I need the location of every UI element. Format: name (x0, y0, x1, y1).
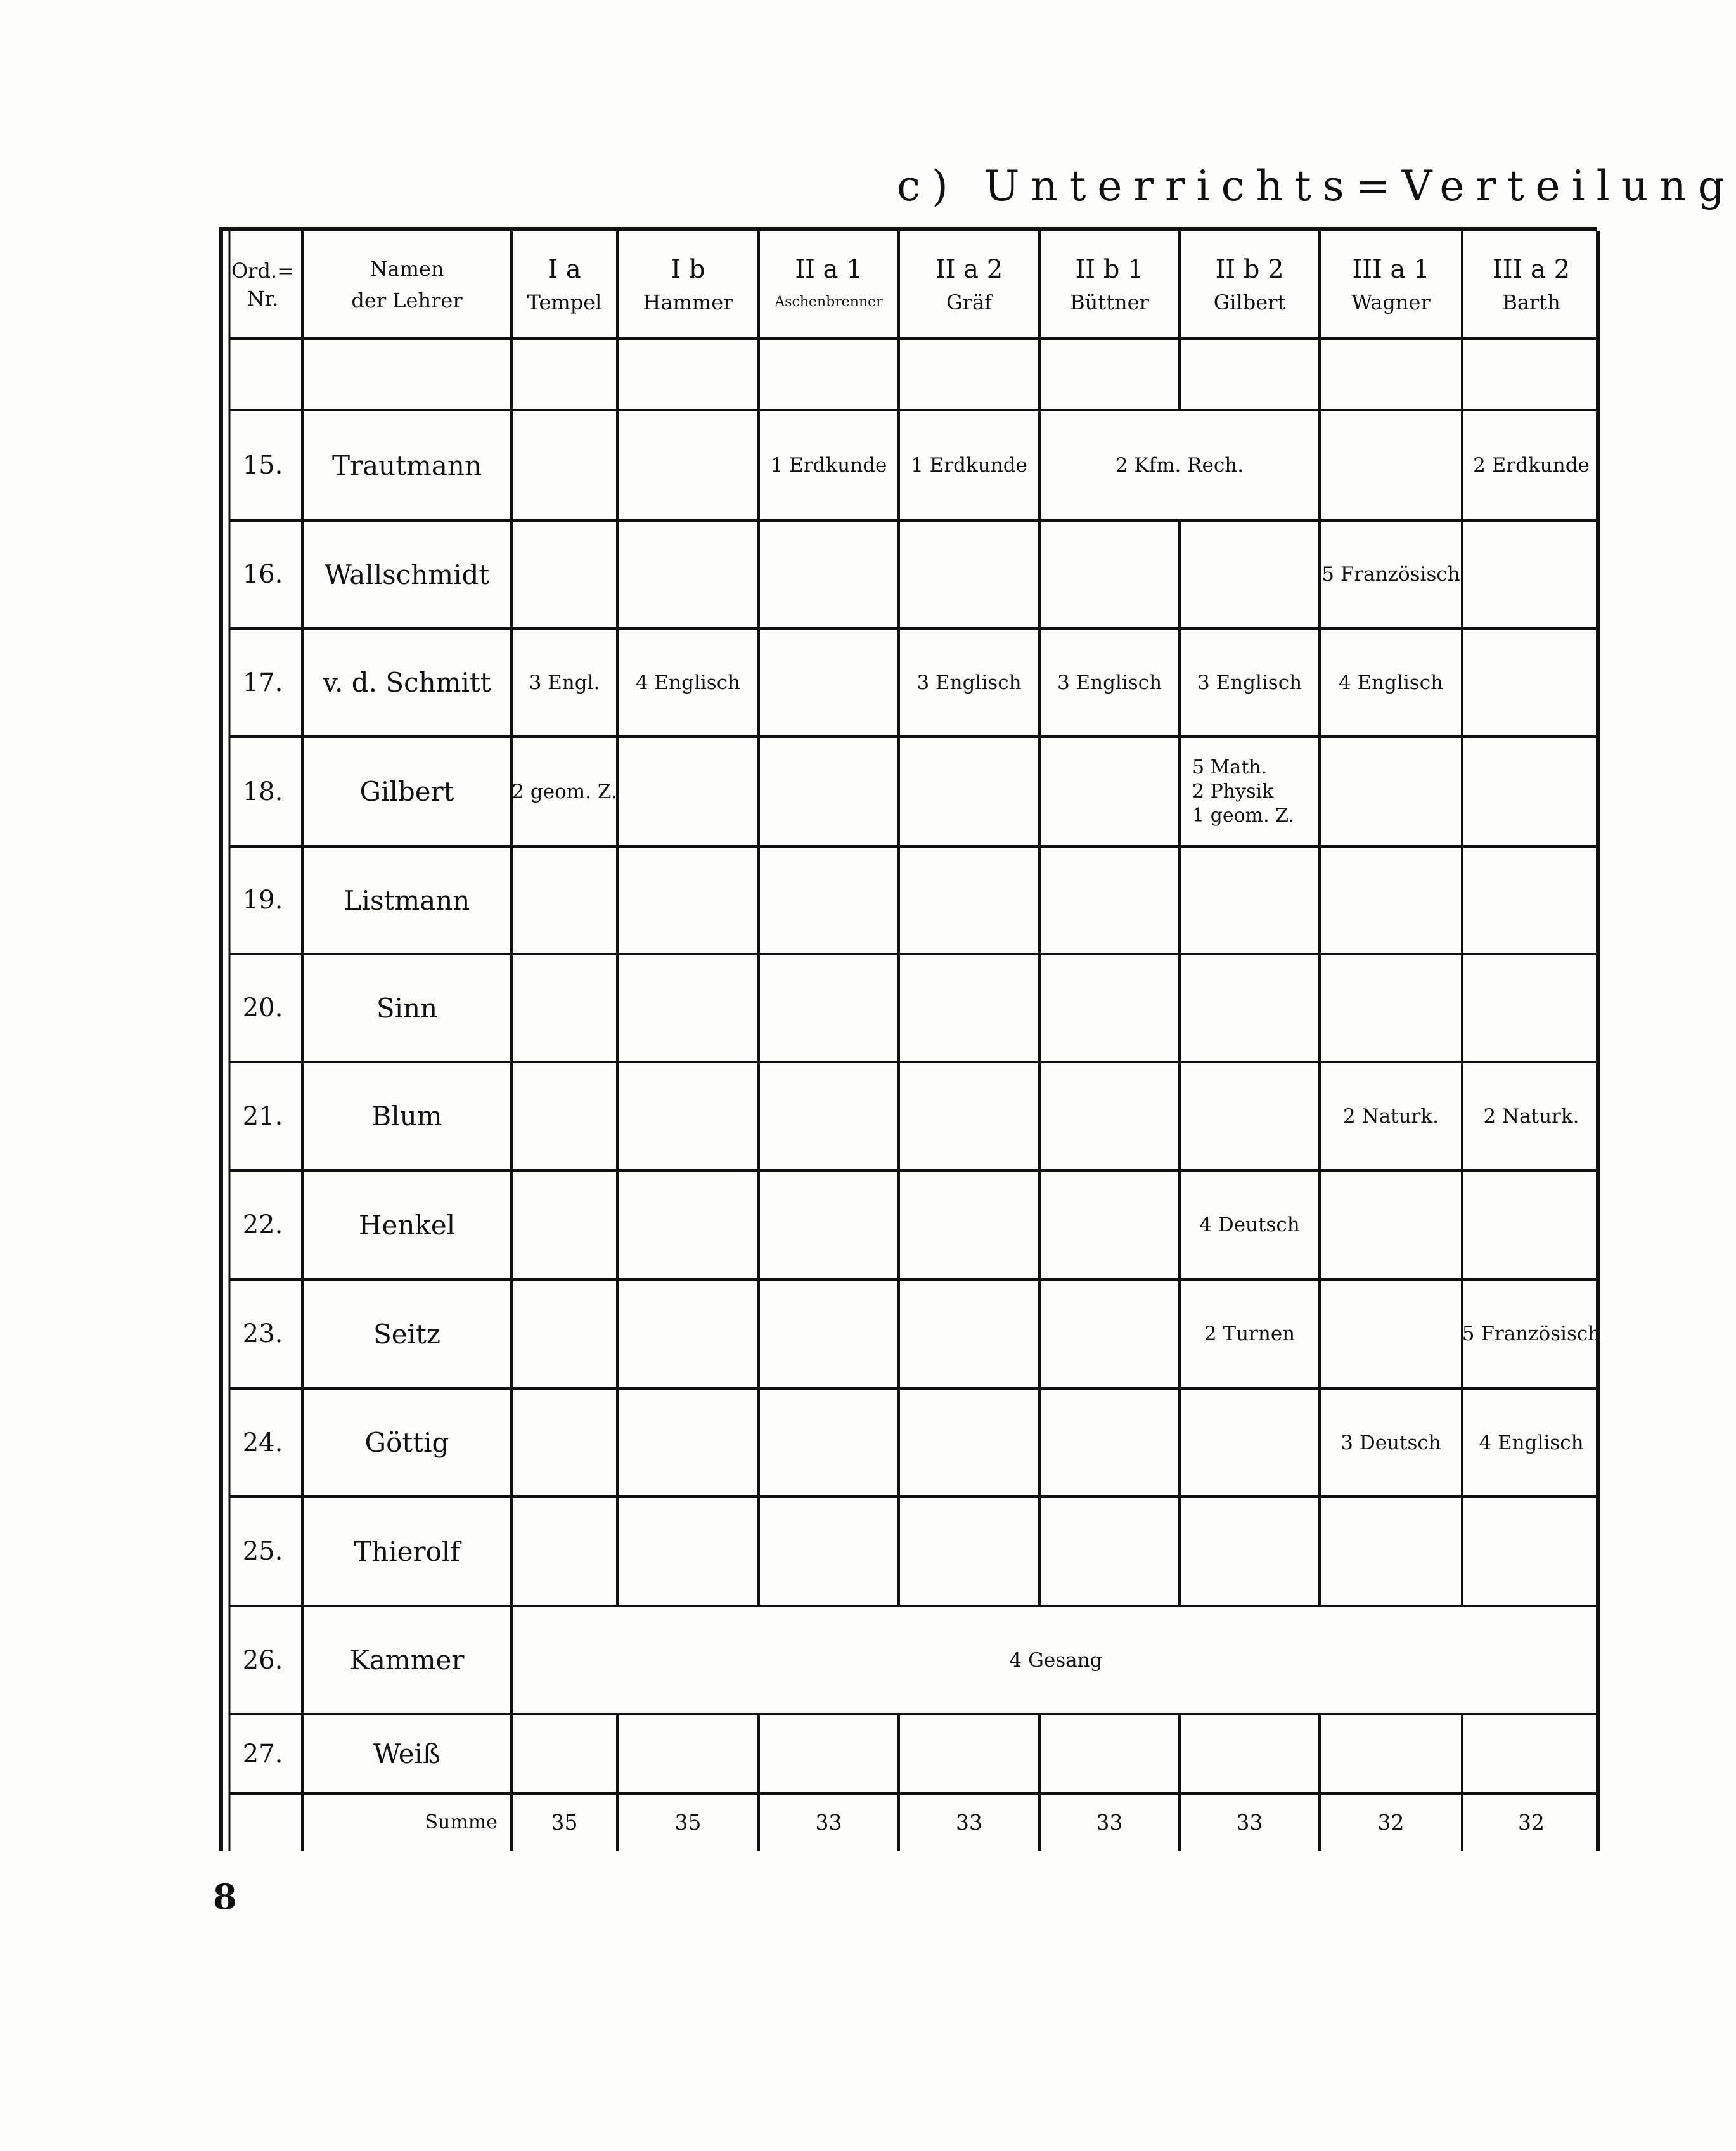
class-teacher: Barth (1502, 290, 1560, 314)
assignment-cell: 4 Englisch (635, 671, 741, 694)
row-number: 17. (242, 668, 283, 697)
assignment-cell: 4 Englisch (1479, 1431, 1584, 1454)
class-roman: II a 1 (795, 255, 863, 284)
sum-value: 35 (551, 1810, 578, 1835)
teacher-name: Kammer (349, 1644, 465, 1676)
row-number: 26. (242, 1645, 283, 1675)
assignment-cell: 3 Englisch (916, 671, 1022, 694)
class-teacher: Gilbert (1213, 290, 1286, 314)
assignment-cell: 3 Englisch (1057, 671, 1162, 694)
teacher-name: Weiß (373, 1738, 441, 1769)
row-number: 22. (242, 1210, 283, 1239)
header-name-line2: der Lehrer (351, 288, 463, 313)
teacher-name: v. d. Schmitt (323, 667, 491, 698)
class-header (511, 231, 617, 339)
row-number: 18. (242, 777, 283, 806)
assignment-cell: 3 Deutsch (1341, 1431, 1441, 1454)
distribution-table (219, 231, 1600, 1851)
teacher-name: Göttig (364, 1427, 449, 1458)
header-name-line1: Namen (370, 257, 444, 281)
assignment-cell: 4 Gesang (1009, 1648, 1103, 1672)
teacher-name: Trautmann (331, 449, 482, 481)
assignment-cell: 1 Erdkunde (770, 454, 887, 477)
assignment-cell: 4 Deutsch (1199, 1213, 1300, 1236)
row-number: 25. (242, 1537, 283, 1566)
teacher-name: Gilbert (359, 776, 454, 807)
class-roman: III a 1 (1352, 255, 1430, 284)
assignment-cell: 3 Englisch (1197, 671, 1302, 694)
sum-value: 33 (1236, 1810, 1263, 1835)
class-header (1180, 231, 1320, 339)
row-number: 19. (242, 886, 283, 915)
assignment-line: 5 Math. (1192, 756, 1268, 778)
row-number: 27. (242, 1739, 283, 1769)
class-roman: I b (671, 255, 705, 284)
class-header (759, 231, 899, 339)
header-ord-nr (223, 231, 302, 339)
assignment-line: 1 geom. Z. (1192, 804, 1295, 827)
class-teacher: Büttner (1070, 290, 1149, 314)
page-number: 8 (213, 1876, 237, 1917)
teacher-name: Henkel (358, 1209, 456, 1241)
class-teacher: Wagner (1351, 290, 1431, 314)
class-header (899, 231, 1039, 339)
assignment-cell: 3 Engl. (529, 671, 600, 694)
sum-value: 33 (1096, 1810, 1123, 1835)
class-teacher: Hammer (643, 290, 733, 314)
header-ord-line1: Ord.= (231, 259, 294, 283)
assignment-line: 2 Physik (1192, 780, 1274, 803)
class-roman: I a (548, 255, 581, 284)
assignment-cell-multi (1180, 737, 1320, 846)
teacher-name: Thierolf (354, 1535, 460, 1567)
row-number: 23. (242, 1319, 283, 1348)
class-roman: II b 1 (1075, 255, 1144, 284)
row-number: 21. (242, 1101, 283, 1131)
sum-value: 32 (1518, 1810, 1545, 1835)
class-header (1462, 231, 1600, 339)
sum-value: 33 (815, 1810, 842, 1835)
header-names (302, 231, 511, 339)
assignment-cell: 4 Englisch (1338, 671, 1444, 694)
class-header (1039, 231, 1180, 339)
class-roman: III a 2 (1492, 255, 1571, 284)
class-roman: II b 2 (1215, 255, 1284, 284)
row-number: 16. (242, 560, 283, 589)
assignment-cell: 2 Naturk. (1483, 1104, 1579, 1128)
class-teacher: Aschenbrenner (775, 294, 883, 310)
page-title: c) Unterrichts=Verteilung (897, 162, 1736, 210)
teacher-name: Sinn (376, 992, 438, 1024)
row-number: 15. (242, 451, 283, 480)
assignment-cell: 2 geom. Z. (511, 780, 617, 803)
class-roman: II a 2 (935, 255, 1003, 284)
teacher-name: Seitz (373, 1318, 441, 1350)
row-number: 24. (242, 1428, 283, 1457)
assignment-cell: 2 Turnen (1204, 1322, 1296, 1345)
sum-value: 33 (956, 1810, 982, 1835)
teacher-name: Listmann (344, 884, 470, 916)
assignment-cell: 2 Erdkunde (1473, 454, 1590, 477)
assignment-cell: 2 Naturk. (1342, 1104, 1439, 1128)
sum-label: Summe (425, 1811, 498, 1833)
assignment-cell: 5 Französisch (1321, 563, 1460, 586)
class-header (1320, 231, 1462, 339)
teacher-name: Wallschmidt (324, 559, 490, 590)
assignment-cell: 1 Erdkunde (911, 454, 1027, 477)
assignment-cell: 5 Französisch (1462, 1322, 1601, 1345)
teacher-name: Blum (371, 1101, 442, 1132)
sum-value: 35 (674, 1810, 702, 1835)
class-teacher: Tempel (527, 290, 602, 314)
header-ord-line2: Nr. (247, 287, 279, 311)
class-header (617, 231, 759, 339)
assignment-cell: 2 Kfm. Rech. (1115, 454, 1244, 477)
sum-value: 32 (1377, 1810, 1405, 1835)
row-number: 20. (242, 993, 283, 1023)
class-teacher: Gräf (946, 290, 992, 314)
